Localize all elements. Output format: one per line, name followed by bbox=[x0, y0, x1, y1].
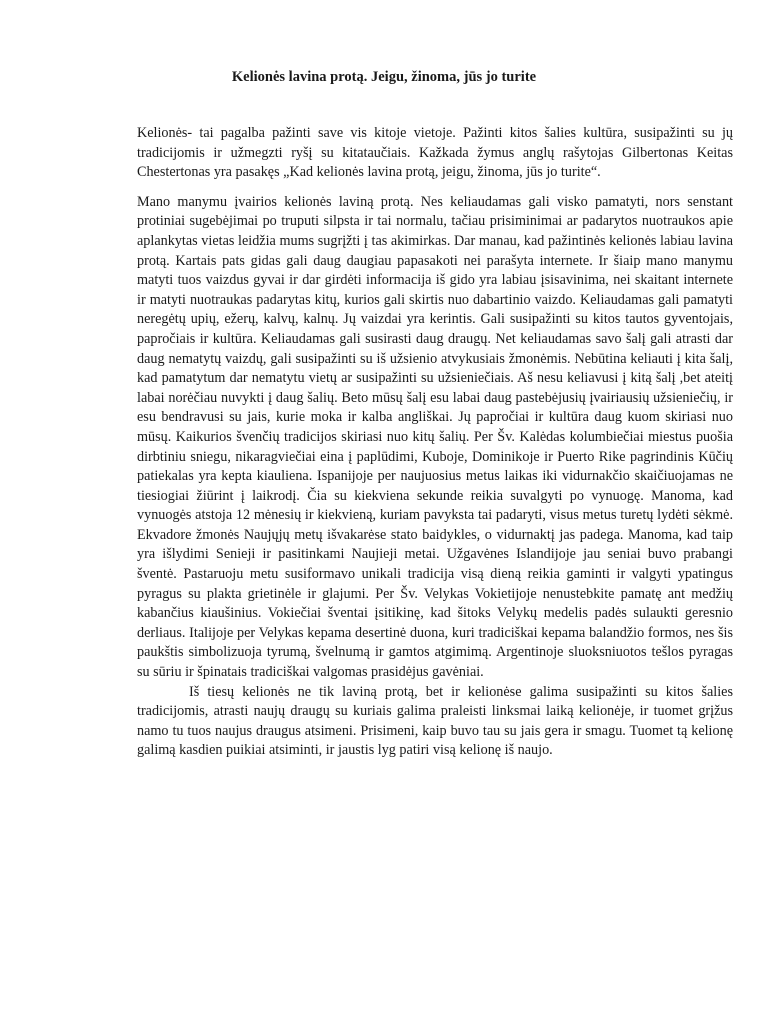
paragraph-main: Mano manymu įvairios kelionės laviną protą. Nes keliaudamas gali visko pamatyti, nors senstant protiniai sugebėjimai po truputi silpsta ir tai normalu, tačiau prisiminimai ar padarytos nuotraukos apie aplankytas vietas leidžia mums sugrįžti į tas akimirkas. Dar manau, kad pažintinės kelionės labiau lavina protą. Kartais pats gidas gali daug daugiau papasakoti nei parašyta internete. Ir šiaip mano manymu matyti tuos vaizdus gyvai ir dar girdėti informacija iš gido yra labiau įsisavinima, nei skaitant internete ir matyti nuotraukas padarytas kitų, kurios gali skirtis nuo dabartinio vaizdo. Keliaudamas gali pamatyti neregėtų upių, ežerų, kalvų, kalnų. Jų vaizdai yra kerintis. Gali susipažinti su kitos tautos gyventojais, papročiais ir kultūra. Keliaudamas gali susirasti daug draugų. Net keliaudamas savo šalį gali atrasti dar daug nematytų vaizdų, gali susipažinti su iš užsienio atvykusiais žmonėmis. Nebūtina keliauti į kita šalį, kad pamatytum dar nematytu vietų ar susipažinti su užsieniečiais. Aš nesu keliavusi į kitą šalį ,bet ateitį labai norėčiau nuvykti į daug šalių. Beto mūsų šalį esu labai daug pastebėjusių įvairiausių užsieniečių, ir esu bendravusi su jais, kurie moka ir kalba angliškai. Jų papročiai ir kultūra daug kuom skiriasi nuo mūsų. Kaikurios švenčių tradicijos skiriasi nuo kitų šalių. Per Šv. Kalėdas kolumbiečiai miestus puošia dirbtiniu sniegu, nikaragviečiai eina į paplūdimi, Kuboje, Dominikoje ir Puerto Rike pagrindinis Kūčių patiekalas yra kepta kiauliena. Ispanijoje per naujuosius metus laikas iki vidurnakčio skaičiuojamas ne tiesiogiai žiūrint į laikrodį. Čia su kiekviena sekunde reikia suvalgyti po vynuogę. Manoma, kad vynuogės atstoja 12 mėnesių ir kiekvieną, kuriam pavyksta tai padaryti, visus metus turetų lydėti sėkmė. Ekvadore žmonės Naujųjų metų išvakarėse stato baidykles, o vidurnaktį jas padega. Manoma, kad taip yra išlydimi Senieji ir pasitinkami Naujieji metai. Užgavėnes Islandijoje jau seniai buvo prabangi šventė. Pastaruoju metu susiformavo unikali tradicija visą dieną reikia gaminti ir valgyti ypatingus pyragus su plakta grietinėle ir glajumi. Per Šv. Velykas Vokietijoje nenustebkite pamatę ant medžių kabančius kiaušinius. Vokiečiai šventai įsitikinę, kad šitoks Velykų medelis padės sulaukti geresnio derliaus. Italijoje per Velykas kepama desertinė duona, kuri tradiciškai kepama balandžio formos, nes šis paukštis simbolizuoja tyrumą, švelnumą ir gamtos atgimimą. Argentinoje sluoksniuotos tešlos pyragas su sūriu ir špinatais tradiciškai valgomas prasidėjus gavėniai. bbox=[137, 193, 733, 681]
document-body bbox=[137, 124, 733, 771]
document-title: Kelionės lavina protą. Jeigu, žinoma, jūs jo turite bbox=[231, 69, 537, 85]
paragraph-conclusion: Iš tiesų kelionės ne tik laviną protą, bet ir kelionėse galima susipažinti su kitos šalies tradicijomis, atrasti naujų draugų su kuriais galima praleisti linksmai laiką kelionėje, ir tuomet grįžus namo tu tuos naujus draugus atsimeni. Prisimeni, kaip buvo tau su jais gera ir smagu. Tuomet tą kelionę galimą kasdien puikiai atsiminti, ir jaustis lyg patiri visą kelionę iš naujo. bbox=[137, 683, 733, 759]
paragraph-intro: Kelionės- tai pagalba pažinti save vis kitoje vietoje. Pažinti kitos šalies kultūra, susipažinti su jų tradicijomis ir užmegzti ryšį su kitataučiais. Kažkada žymus anglų rašytojas Gilbertonas Keitas Chestertonas yra pasakęs „Kad kelionės lavina protą, jeigu, žinoma, jūs jo turite“. bbox=[137, 125, 733, 181]
